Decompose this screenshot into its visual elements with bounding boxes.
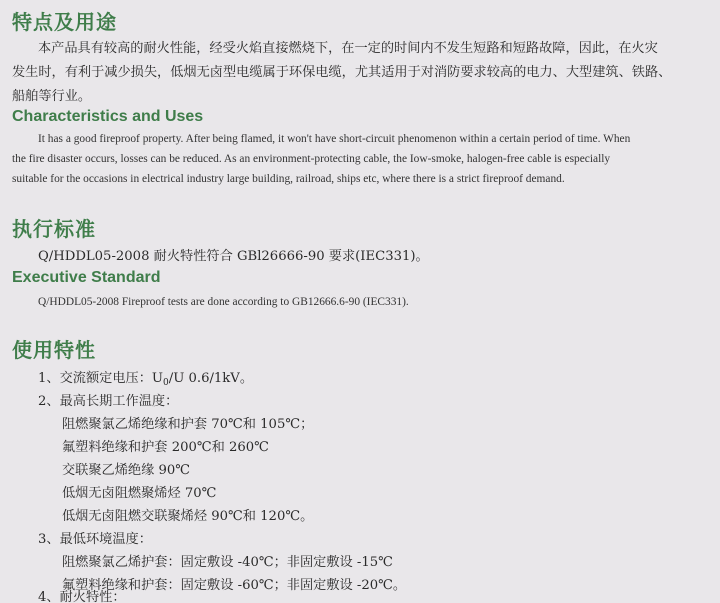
characteristics-cn-line-1: 本产品具有较高的耐火性能，经受火焰直接燃烧下，在一定的时间内不发生短路和短路故障，因此，在火灾: [38, 41, 658, 56]
heading-features-cn: 使用特性: [12, 338, 96, 362]
characteristics-en-line-3: suitable for the occasions in electrical industry large building, railroad, ships etc, where there is a strict fireproof demand.: [12, 173, 565, 185]
max-temp-detail-5: 低烟无卤阻燃交联聚烯烃 90℃和 120℃。: [62, 509, 314, 524]
characteristics-cn-line-2: 发生时，有利于减少损失，低烟无卤型电缆属于环保电缆，尤其适用于对消防要求较高的电力、大型建筑、铁路、: [12, 65, 672, 80]
characteristics-en-line-2: the fire disaster occurs, losses can be reduced. As an environment-protecting cable, the Iow-smoke, halogen-free cable is especially: [12, 153, 611, 165]
heading-characteristics-cn: 特点及用途: [12, 10, 117, 34]
feature-item-min-temperature: 3、最低环境温度：: [38, 532, 152, 547]
characteristics-en-line-1: It has a good fireproof property. After being flamed, it won't have short-circuit phenomenon within a certain period of time. When: [38, 133, 631, 145]
standard-cn-text: Q/HDDL05-2008 耐火特性符合 GBl26666-90 要求(IEC331)。: [38, 249, 429, 264]
feature-item-fireproof: 4、耐火特性：: [38, 590, 126, 603]
rated-voltage-subscript: 0: [163, 378, 169, 388]
feature-item-rated-voltage: [38, 367, 253, 388]
max-temp-detail-4: 低烟无卤阻燃聚烯烃 70℃: [62, 486, 217, 501]
rated-voltage-prefix: 1、交流额定电压：U: [38, 371, 164, 386]
rated-voltage-suffix: /U 0.6/1kV。: [168, 371, 254, 386]
max-temp-detail-1: 阻燃聚氯乙烯绝缘和护套 70℃和 105℃；: [62, 417, 314, 432]
standard-en-text: Q/HDDL05-2008 Fireproof tests are done according to GB12666.6-90 (IEC331).: [38, 296, 409, 308]
characteristics-cn-line-3: 船舶等行业。: [12, 89, 92, 104]
heading-standard-cn: 执行标准: [12, 217, 96, 241]
heading-characteristics-en: Characteristics and Uses: [12, 108, 204, 125]
heading-standard-en: Executive Standard: [12, 269, 161, 286]
max-temp-detail-3: 交联聚乙烯绝缘 90℃: [62, 463, 191, 478]
min-temp-detail-2: 氟塑料绝缘和护套：固定敷设 -60℃；非固定敷设 -20℃。: [62, 578, 407, 593]
feature-item-max-temperature: 2、最高长期工作温度：: [38, 394, 179, 409]
max-temp-detail-2: 氟塑料绝缘和护套 200℃和 260℃: [62, 440, 269, 455]
min-temp-detail-1: 阻燃聚氯乙烯护套：固定敷设 -40℃；非固定敷设 -15℃: [62, 555, 393, 570]
